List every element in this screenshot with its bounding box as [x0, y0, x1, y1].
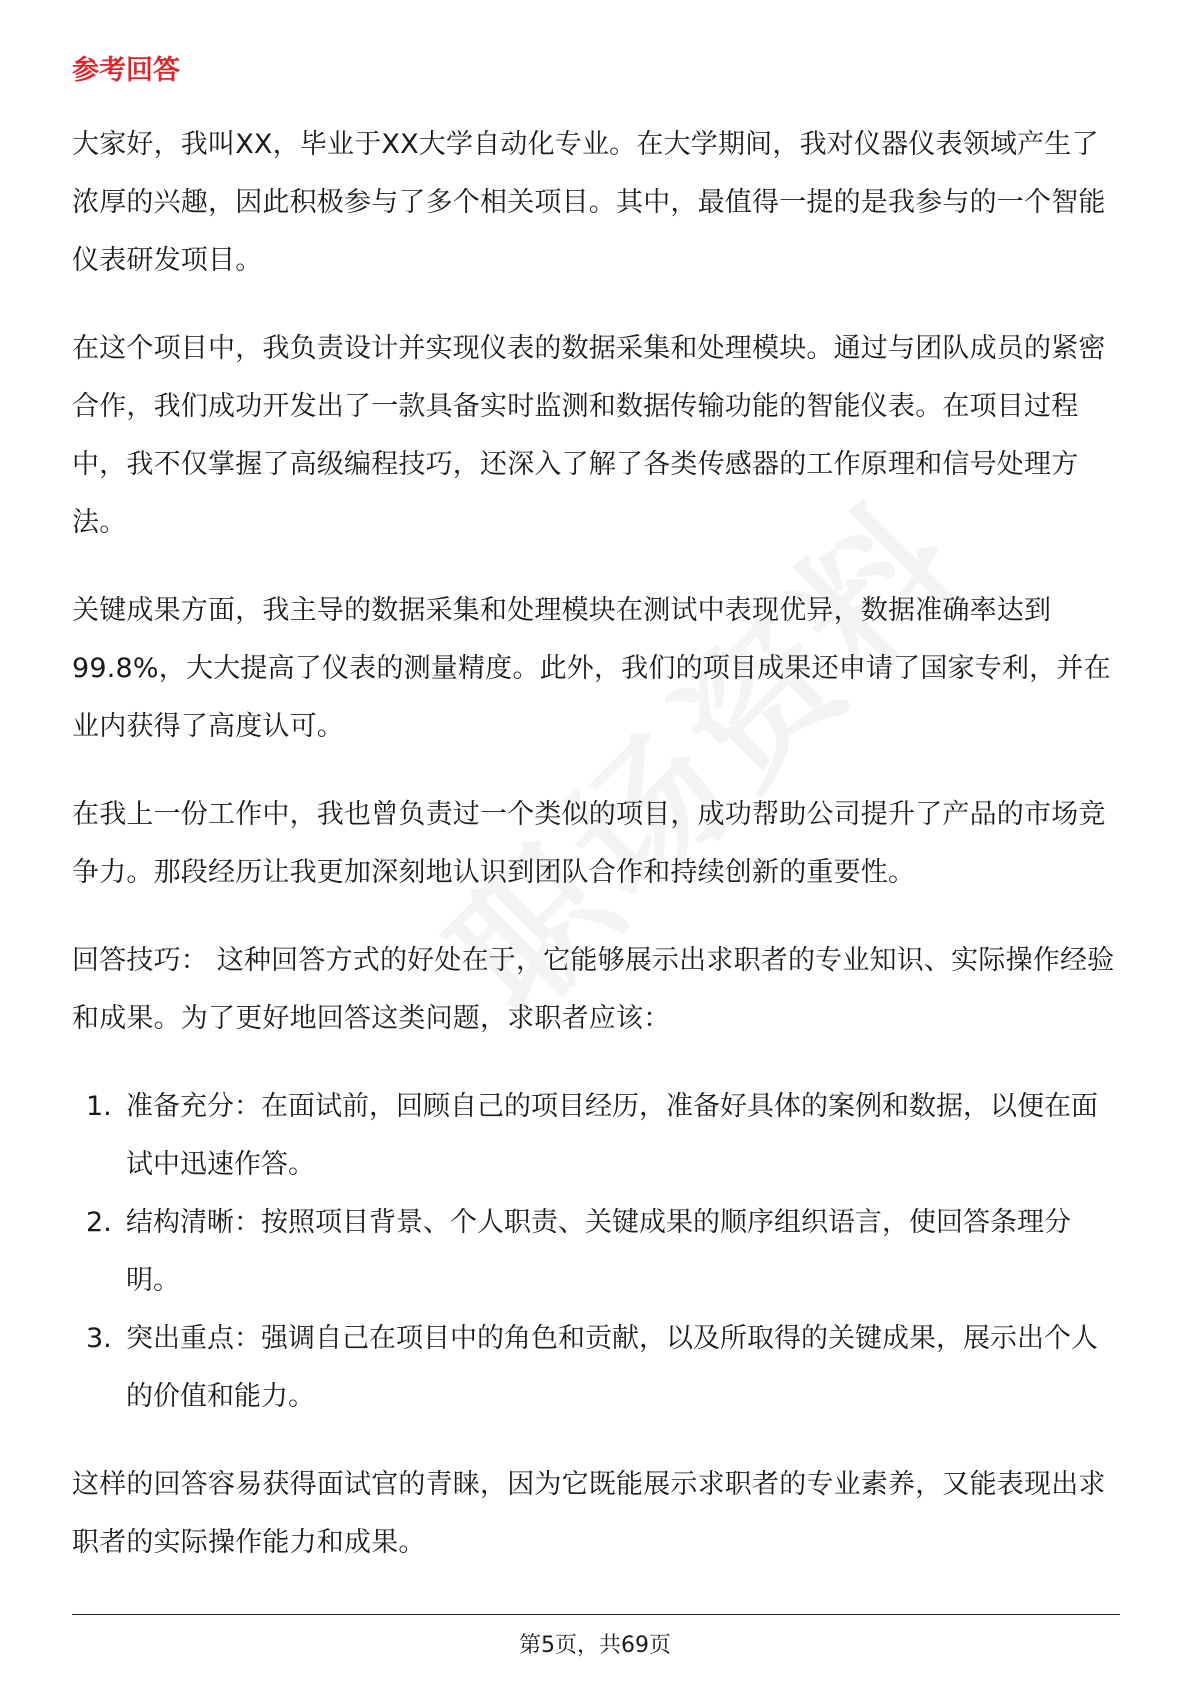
- section-title: 参考回答: [72, 55, 180, 86]
- paragraph-closing: 这样的回答容易获得面试官的青睐，因为它既能展示求职者的专业素养，又能表现出求职者的实际操作能力和成果。: [72, 1469, 1106, 1558]
- list-item-text: 结构清晰：按照项目背景、个人职责、关键成果的顺序组织语言，使回答条理分明。: [126, 1207, 1071, 1296]
- list-number: 1.: [86, 1091, 112, 1122]
- list-item: [72, 1310, 1120, 1426]
- footer-divider: [72, 1614, 1120, 1615]
- list-item: [72, 1194, 1120, 1310]
- paragraph-project: 在这个项目中，我负责设计并实现仪表的数据采集和处理模块。通过与团队成员的紧密合作，我们成功开发出了一款具备实时监测和数据传输功能的智能仪表。在项目过程中，我不仅掌握了高级编程技巧，还深入了解了各类传感器的工作原理和信号处理方法。: [72, 333, 1106, 538]
- list-item-text: 突出重点：强调自己在项目中的角色和贡献，以及所取得的关键成果，展示出个人的价值和能力。: [126, 1323, 1098, 1412]
- page-number: 第5页，共69页: [519, 1633, 671, 1658]
- paragraph-previous-job: 在我上一份工作中，我也曾负责过一个类似的项目，成功帮助公司提升了产品的市场竞争力。那段经历让我更加深刻地认识到团队合作和持续创新的重要性。: [72, 799, 1106, 888]
- paragraph-results: 关键成果方面，我主导的数据采集和处理模块在测试中表现优异，数据准确率达到99.8%，大大提高了仪表的测量精度。此外，我们的项目成果还申请了国家专利，并在业内获得了高度认可。: [72, 595, 1111, 742]
- list-number: 3.: [86, 1323, 112, 1354]
- list-item-text: 准备充分：在面试前，回顾自己的项目经历，准备好具体的案例和数据，以便在面试中迅速作答。: [126, 1091, 1098, 1180]
- paragraph-intro: 大家好，我叫XX，毕业于XX大学自动化专业。在大学期间，我对仪器仪表领域产生了浓厚的兴趣，因此积极参与了多个相关项目。其中，最值得一提的是我参与的一个智能仪表研发项目。: [72, 129, 1106, 276]
- document-page: [72, 46, 1120, 1602]
- list-item: [72, 1078, 1120, 1194]
- paragraph-tips-intro: 回答技巧： 这种回答方式的好处在于，它能够展示出求职者的专业知识、实际操作经验和成果。为了更好地回答这类问题，求职者应该：: [72, 945, 1115, 1034]
- list-number: 2.: [86, 1207, 112, 1238]
- tips-list: [72, 1078, 1120, 1426]
